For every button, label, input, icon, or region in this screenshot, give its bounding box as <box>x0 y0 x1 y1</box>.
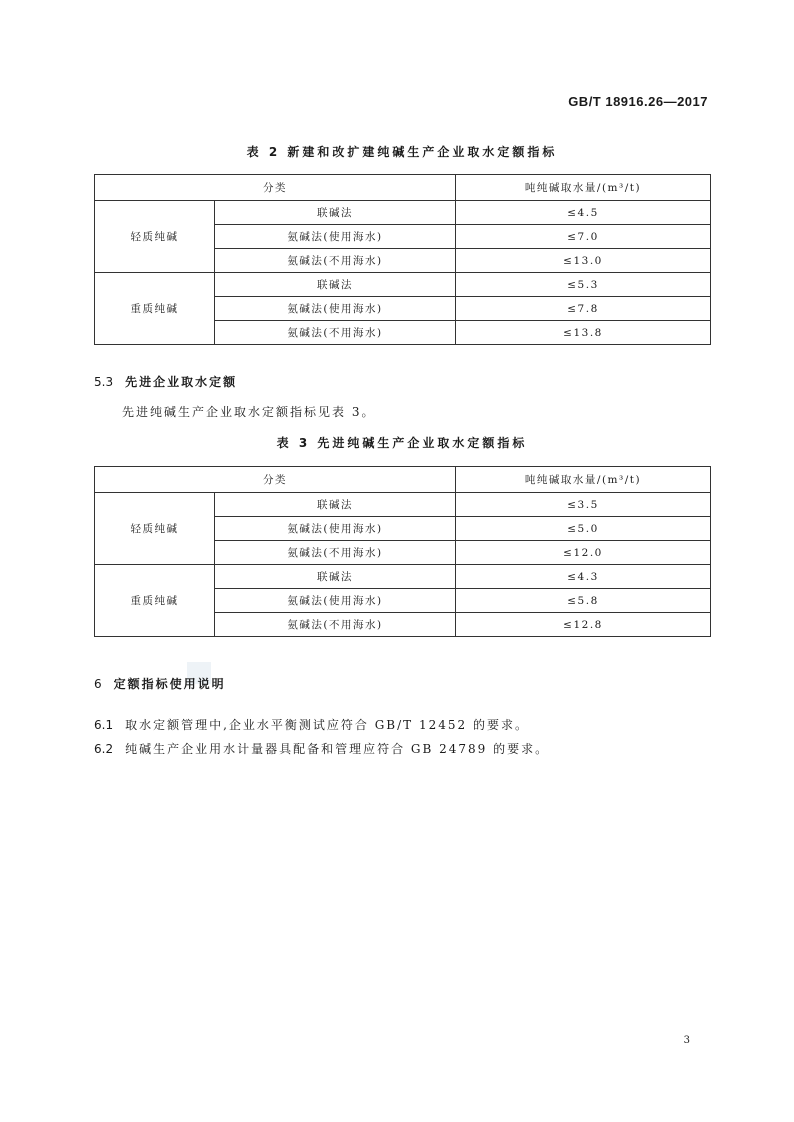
value-cell: ≤7.8 <box>456 297 711 321</box>
table3-header-row <box>95 467 711 493</box>
method-cell: 联碱法 <box>215 565 456 589</box>
table3-header-category: 分类 <box>95 467 456 493</box>
clause-6-2 <box>94 740 549 757</box>
method-cell: 联碱法 <box>215 493 456 517</box>
method-cell: 氨碱法(不用海水) <box>215 321 456 345</box>
method-cell: 联碱法 <box>215 273 456 297</box>
section-number: 5.3 <box>94 375 114 389</box>
value-cell: ≤4.5 <box>456 201 711 225</box>
table3 <box>94 466 711 637</box>
group-name: 轻质纯碱 <box>95 493 215 565</box>
value-cell: ≤13.8 <box>456 321 711 345</box>
value-cell: ≤12.8 <box>456 613 711 637</box>
table-row <box>95 565 711 589</box>
table-row <box>95 273 711 297</box>
table2-header-row <box>95 175 711 201</box>
value-cell: ≤12.0 <box>456 541 711 565</box>
section-6-heading <box>94 675 226 692</box>
group-name: 重质纯碱 <box>95 273 215 345</box>
method-cell: 氨碱法(使用海水) <box>215 517 456 541</box>
table-row <box>95 201 711 225</box>
clause-number: 6.2 <box>94 742 114 756</box>
table2-caption: 表 2 新建和改扩建纯碱生产企业取水定额指标 <box>246 145 558 159</box>
table3-header-quota: 吨纯碱取水量/(m³/t) <box>456 467 711 493</box>
value-cell: ≤5.3 <box>456 273 711 297</box>
clause-number: 6.1 <box>94 718 114 732</box>
value-cell: ≤5.8 <box>456 589 711 613</box>
method-cell: 氨碱法(使用海水) <box>215 297 456 321</box>
method-cell: 氨碱法(使用海水) <box>215 225 456 249</box>
table2-header-category: 分类 <box>95 175 456 201</box>
clause-text: 纯碱生产企业用水计量器具配备和管理应符合 GB 24789 的要求。 <box>125 742 550 756</box>
value-cell: ≤13.0 <box>456 249 711 273</box>
section-title: 定额指标使用说明 <box>113 677 226 691</box>
standard-code: GB/T 18916.26—2017 <box>568 94 708 109</box>
table2 <box>94 174 711 345</box>
method-cell: 氨碱法(使用海水) <box>215 589 456 613</box>
clause-text: 取水定额管理中,企业水平衡测试应符合 GB/T 12452 的要求。 <box>125 718 529 732</box>
table-row <box>95 493 711 517</box>
value-cell: ≤5.0 <box>456 517 711 541</box>
method-cell: 氨碱法(不用海水) <box>215 613 456 637</box>
method-cell: 氨碱法(不用海水) <box>215 541 456 565</box>
value-cell: ≤3.5 <box>456 493 711 517</box>
method-cell: 氨碱法(不用海水) <box>215 249 456 273</box>
section-5-3-heading <box>94 373 237 390</box>
group-name: 轻质纯碱 <box>95 201 215 273</box>
method-cell: 联碱法 <box>215 201 456 225</box>
table2-header-quota: 吨纯碱取水量/(m³/t) <box>456 175 711 201</box>
section-5-3-text: 先进纯碱生产企业取水定额指标见表 3。 <box>122 405 376 419</box>
clause-6-1 <box>94 716 529 733</box>
section-title: 先进企业取水定额 <box>125 375 238 389</box>
value-cell: ≤7.0 <box>456 225 711 249</box>
page-number: 3 <box>683 1035 690 1046</box>
value-cell: ≤4.3 <box>456 565 711 589</box>
group-name: 重质纯碱 <box>95 565 215 637</box>
table3-caption: 表 3 先进纯碱生产企业取水定额指标 <box>276 436 528 450</box>
section-number: 6 <box>94 677 102 691</box>
